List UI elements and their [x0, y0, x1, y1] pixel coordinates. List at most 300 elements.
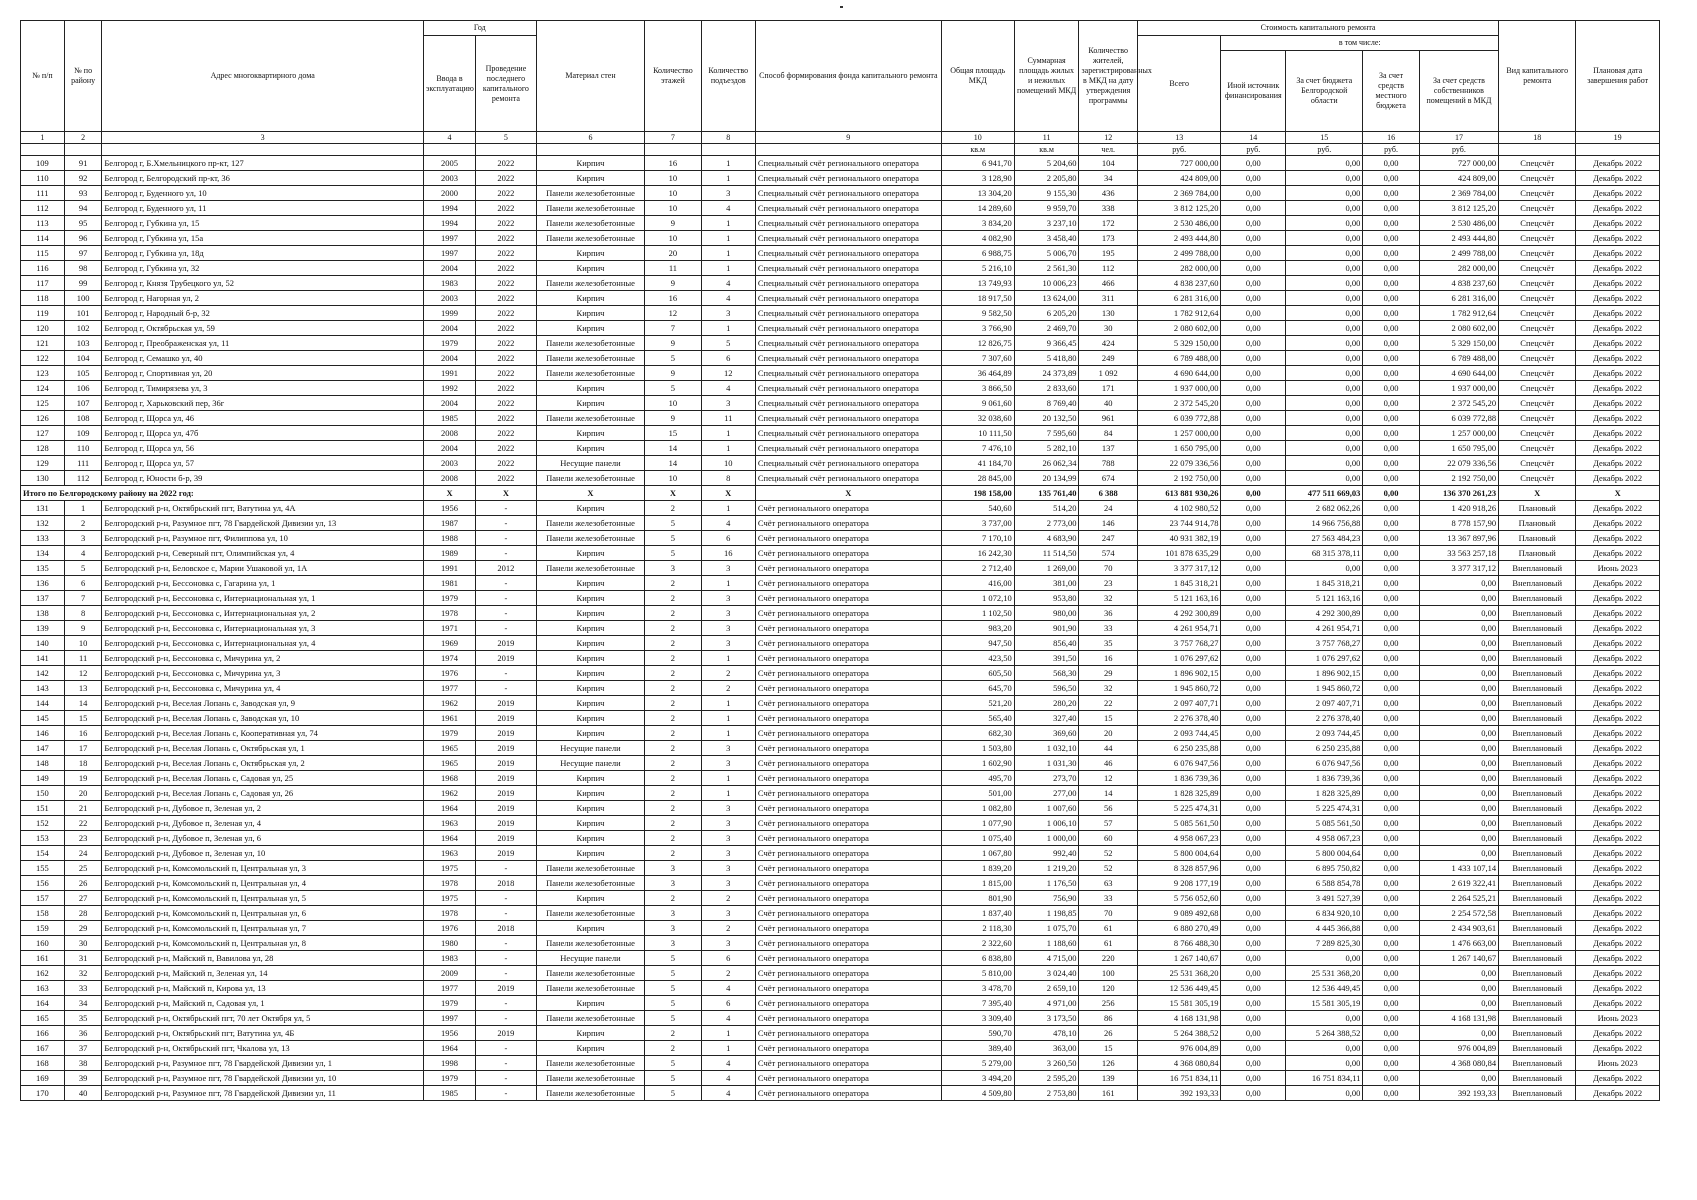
cell-cost-total: 2 372 545,20 [1137, 396, 1221, 411]
cell-entrances: 3 [701, 876, 755, 891]
cell-cost-local: 0,00 [1363, 186, 1419, 201]
cell-last-repair-year: 2022 [476, 276, 537, 291]
cell-cost-regional: 12 536 449,45 [1286, 981, 1363, 996]
cell-planned-date: Декабрь 2022 [1576, 321, 1660, 336]
cell-district-number: 94 [64, 201, 102, 216]
cell-cost-other: 0,00 [1221, 171, 1286, 186]
cell-cost-total: 392 193,33 [1137, 1086, 1221, 1101]
column-unit [536, 144, 645, 156]
cell-cost-other: 0,00 [1221, 1041, 1286, 1056]
column-unit: кв.м [1014, 144, 1079, 156]
cell-floors: 5 [645, 996, 701, 1011]
cell-last-repair-year: 2022 [476, 306, 537, 321]
cell-entrances: 2 [701, 921, 755, 936]
cell-cost-other: 0,00 [1221, 621, 1286, 636]
cell-row-number: 155 [21, 861, 65, 876]
cell-year-built: 1979 [423, 336, 475, 351]
cell-cost-total: 1 782 912,64 [1137, 306, 1221, 321]
table-row [21, 396, 1660, 411]
cell-row-number: 128 [21, 441, 65, 456]
cell-cost-owners: 0,00 [1419, 996, 1498, 1011]
cell-cost-regional: 0,00 [1286, 186, 1363, 201]
cell-address: Белгородский р-н, Комсомольский п, Центральная ул, 8 [102, 936, 424, 951]
cell-last-repair-year: 2022 [476, 321, 537, 336]
cell-year-built: 1991 [423, 366, 475, 381]
cell-entrances: 3 [701, 801, 755, 816]
cell-last-repair-year: - [476, 1056, 537, 1071]
cell-repair-type: Внеплановый [1499, 576, 1576, 591]
cell-living-area: 9 155,30 [1014, 186, 1079, 201]
cell-repair-type: Внеплановый [1499, 561, 1576, 576]
cell-year-built: 2000 [423, 186, 475, 201]
cell-planned-date: Декабрь 2022 [1576, 531, 1660, 546]
cell-repair-type: Спецсчёт [1499, 366, 1576, 381]
cell-cost-other: 0,00 [1221, 861, 1286, 876]
cell-district-number: 30 [64, 936, 102, 951]
cell-planned-date: Декабрь 2022 [1576, 996, 1660, 1011]
cell-last-repair-year: 2022 [476, 456, 537, 471]
cell-cost-owners: 22 079 336,56 [1419, 456, 1498, 471]
cell-district-number: 24 [64, 846, 102, 861]
cell-total-area: 1 503,80 [941, 741, 1014, 756]
cell-last-repair-year: - [476, 531, 537, 546]
cell-cost-regional: 1 836 739,36 [1286, 771, 1363, 786]
cell-floors: 2 [645, 891, 701, 906]
cell-address: Белгородский р-н, Бессоновка с, Интернациональная ул, 1 [102, 591, 424, 606]
cell-cost-total: 6 250 235,88 [1137, 741, 1221, 756]
cell-row-number: 138 [21, 606, 65, 621]
cell-district-number: 26 [64, 876, 102, 891]
cell-district-number: 2 [64, 516, 102, 531]
cell-wall-material: Кирпич [536, 291, 645, 306]
cell-residents: 100 [1079, 966, 1137, 981]
cell-address: Белгород г, Буденного ул, 10 [102, 186, 424, 201]
cell-address: Белгород г, Губкина ул, 32 [102, 261, 424, 276]
table-row [21, 366, 1660, 381]
cell-address: Белгородский р-н, Разумное пгт, 78 Гвардейской Дивизии ул, 1 [102, 1056, 424, 1071]
cell-floors: 2 [645, 786, 701, 801]
cell-year-built: 2005 [423, 156, 475, 171]
cell-district-number: 14 [64, 696, 102, 711]
cell-cost-total: 4 368 080,84 [1137, 1056, 1221, 1071]
cell-floors: 9 [645, 366, 701, 381]
cell-planned-date: Декабрь 2022 [1576, 666, 1660, 681]
cell-repair-type: Внеплановый [1499, 1086, 1576, 1101]
cell-row-number: 156 [21, 876, 65, 891]
cell-living-area: 24 373,89 [1014, 366, 1079, 381]
cell-entrances: 3 [701, 906, 755, 921]
cell-address: Белгородский р-н, Комсомольский п, Центральная ул, 7 [102, 921, 424, 936]
column-number: 19 [1576, 132, 1660, 144]
cell-floors: 5 [645, 351, 701, 366]
table-row [21, 591, 1660, 606]
cell-cost-total: 2 080 602,00 [1137, 321, 1221, 336]
cell-district-number: 29 [64, 921, 102, 936]
cell-cost-other: 0,00 [1221, 816, 1286, 831]
total-label: Итого по Белгородскому району на 2022 год: [21, 486, 424, 501]
table-row [21, 816, 1660, 831]
table-row [21, 411, 1660, 426]
cell-wall-material: Панели железобетонные [536, 1011, 645, 1026]
cell-row-number: 153 [21, 831, 65, 846]
cell-cost-owners: 727 000,00 [1419, 156, 1498, 171]
cell-address: Белгородский р-н, Веселая Лопань с, Садовая ул, 26 [102, 786, 424, 801]
cell-planned-date: Декабрь 2022 [1576, 771, 1660, 786]
total-cell: 198 158,00 [941, 486, 1014, 501]
cell-last-repair-year: - [476, 546, 537, 561]
cell-fund-method: Специальный счёт регионального оператора [755, 231, 941, 246]
table-row [21, 666, 1660, 681]
cell-cost-local: 0,00 [1363, 921, 1419, 936]
cell-total-area: 1 072,10 [941, 591, 1014, 606]
cell-living-area: 26 062,34 [1014, 456, 1079, 471]
cell-living-area: 1 007,60 [1014, 801, 1079, 816]
cell-entrances: 4 [701, 1086, 755, 1101]
cell-year-built: 2009 [423, 966, 475, 981]
cell-cost-local: 0,00 [1363, 816, 1419, 831]
cell-row-number: 110 [21, 171, 65, 186]
cell-cost-owners: 0,00 [1419, 726, 1498, 741]
cell-total-area: 605,50 [941, 666, 1014, 681]
cell-residents: 436 [1079, 186, 1137, 201]
cell-floors: 3 [645, 906, 701, 921]
cell-cost-regional: 0,00 [1286, 561, 1363, 576]
cell-living-area: 5 418,80 [1014, 351, 1079, 366]
cell-row-number: 161 [21, 951, 65, 966]
cell-district-number: 21 [64, 801, 102, 816]
cell-district-number: 6 [64, 576, 102, 591]
cell-cost-local: 0,00 [1363, 846, 1419, 861]
cell-row-number: 158 [21, 906, 65, 921]
cell-row-number: 151 [21, 801, 65, 816]
cell-cost-total: 424 809,00 [1137, 171, 1221, 186]
cell-residents: 104 [1079, 156, 1137, 171]
cell-planned-date: Июнь 2023 [1576, 1056, 1660, 1071]
cell-district-number: 97 [64, 246, 102, 261]
cell-total-area: 28 845,00 [941, 471, 1014, 486]
total-cell: X [536, 486, 645, 501]
cell-total-area: 10 111,50 [941, 426, 1014, 441]
cell-wall-material: Кирпич [536, 306, 645, 321]
cell-entrances: 3 [701, 846, 755, 861]
cell-cost-total: 4 102 980,52 [1137, 501, 1221, 516]
cell-cost-total: 23 744 914,78 [1137, 516, 1221, 531]
cell-planned-date: Декабрь 2022 [1576, 516, 1660, 531]
cell-district-number: 11 [64, 651, 102, 666]
cell-year-built: 1962 [423, 786, 475, 801]
cell-address: Белгородский р-н, Комсомольский п, Центральная ул, 5 [102, 891, 424, 906]
cell-cost-local: 0,00 [1363, 1011, 1419, 1026]
header-cost-group: Стоимость капитального ремонта [1137, 21, 1498, 36]
table-body [21, 156, 1660, 1101]
cell-planned-date: Декабрь 2022 [1576, 471, 1660, 486]
cell-living-area: 478,10 [1014, 1026, 1079, 1041]
cell-cost-owners: 3 812 125,20 [1419, 201, 1498, 216]
cell-residents: 56 [1079, 801, 1137, 816]
cell-cost-regional: 0,00 [1286, 201, 1363, 216]
cell-cost-other: 0,00 [1221, 291, 1286, 306]
cell-cost-local: 0,00 [1363, 351, 1419, 366]
cell-living-area: 1 000,00 [1014, 831, 1079, 846]
cell-address: Белгород г, Буденного ул, 11 [102, 201, 424, 216]
cell-district-number: 34 [64, 996, 102, 1011]
cell-last-repair-year: 2022 [476, 396, 537, 411]
cell-year-built: 1988 [423, 531, 475, 546]
cell-cost-other: 0,00 [1221, 1086, 1286, 1101]
cell-residents: 171 [1079, 381, 1137, 396]
cell-repair-type: Внеплановый [1499, 936, 1576, 951]
cell-cost-local: 0,00 [1363, 426, 1419, 441]
cell-living-area: 1 176,50 [1014, 876, 1079, 891]
cell-total-area: 6 988,75 [941, 246, 1014, 261]
cell-floors: 5 [645, 1056, 701, 1071]
cell-year-built: 2008 [423, 471, 475, 486]
cell-entrances: 3 [701, 396, 755, 411]
cell-planned-date: Декабрь 2022 [1576, 351, 1660, 366]
cell-cost-total: 727 000,00 [1137, 156, 1221, 171]
cell-last-repair-year: - [476, 906, 537, 921]
cell-district-number: 105 [64, 366, 102, 381]
cell-address: Белгород г, Щорса ул, 56 [102, 441, 424, 456]
cell-fund-method: Счёт регионального оператора [755, 651, 941, 666]
cell-address: Белгородский р-н, Бессоновка с, Мичурина ул, 2 [102, 651, 424, 666]
cell-cost-local: 0,00 [1363, 801, 1419, 816]
cell-cost-regional: 14 966 756,88 [1286, 516, 1363, 531]
cell-fund-method: Специальный счёт регионального оператора [755, 276, 941, 291]
cell-residents: 338 [1079, 201, 1137, 216]
cell-residents: 466 [1079, 276, 1137, 291]
cell-row-number: 116 [21, 261, 65, 276]
cell-address: Белгородский р-н, Веселая Лопань с, Кооперативная ул, 74 [102, 726, 424, 741]
cell-year-built: 1976 [423, 666, 475, 681]
cell-residents: 70 [1079, 561, 1137, 576]
cell-cost-local: 0,00 [1363, 636, 1419, 651]
cell-cost-local: 0,00 [1363, 1056, 1419, 1071]
cell-year-built: 1997 [423, 1011, 475, 1026]
cell-repair-type: Внеплановый [1499, 951, 1576, 966]
cell-total-area: 540,60 [941, 501, 1014, 516]
cell-floors: 9 [645, 411, 701, 426]
cell-residents: 1 092 [1079, 366, 1137, 381]
cell-cost-regional: 1 828 325,89 [1286, 786, 1363, 801]
cell-cost-regional: 0,00 [1286, 246, 1363, 261]
column-number: 15 [1286, 132, 1363, 144]
cell-residents: 788 [1079, 456, 1137, 471]
column-unit [701, 144, 755, 156]
cell-district-number: 101 [64, 306, 102, 321]
column-number: 6 [536, 132, 645, 144]
cell-address: Белгородский р-н, Октябрьский пгт, 70 лет Октября ул, 5 [102, 1011, 424, 1026]
cell-planned-date: Декабрь 2022 [1576, 231, 1660, 246]
cell-living-area: 3 237,10 [1014, 216, 1079, 231]
header-residents: Количество жителей, зарегистрированных в МКД на дату утверждения программы [1079, 21, 1137, 132]
cell-cost-total: 4 690 644,00 [1137, 366, 1221, 381]
cell-fund-method: Счёт регионального оператора [755, 1011, 941, 1026]
cell-address: Белгородский р-н, Северный пгт, Олимпийская ул, 4 [102, 546, 424, 561]
table-row [21, 906, 1660, 921]
cell-row-number: 149 [21, 771, 65, 786]
cell-cost-local: 0,00 [1363, 606, 1419, 621]
cell-last-repair-year: - [476, 621, 537, 636]
cell-wall-material: Кирпич [536, 921, 645, 936]
cell-year-built: 1965 [423, 756, 475, 771]
cell-cost-owners: 1 650 795,00 [1419, 441, 1498, 456]
cell-cost-local: 0,00 [1363, 441, 1419, 456]
cell-district-number: 36 [64, 1026, 102, 1041]
cell-fund-method: Специальный счёт регионального оператора [755, 396, 941, 411]
cell-district-number: 98 [64, 261, 102, 276]
cell-total-area: 3 834,20 [941, 216, 1014, 231]
cell-floors: 16 [645, 156, 701, 171]
header-fund-method: Способ формирования фонда капитального ремонта [755, 21, 941, 132]
cell-address: Белгород г, Губкина ул, 15 [102, 216, 424, 231]
cell-year-built: 2003 [423, 171, 475, 186]
cell-year-built: 1968 [423, 771, 475, 786]
table-row [21, 306, 1660, 321]
table-row [21, 726, 1660, 741]
cell-cost-local: 0,00 [1363, 651, 1419, 666]
cell-cost-regional: 0,00 [1286, 261, 1363, 276]
cell-last-repair-year: 2019 [476, 816, 537, 831]
cell-address: Белгород г, Спортивная ул, 20 [102, 366, 424, 381]
cell-year-built: 1997 [423, 231, 475, 246]
cell-residents: 30 [1079, 321, 1137, 336]
cell-entrances: 6 [701, 351, 755, 366]
cell-total-area: 416,00 [941, 576, 1014, 591]
cell-cost-regional: 6 076 947,56 [1286, 756, 1363, 771]
cell-cost-local: 0,00 [1363, 336, 1419, 351]
cell-repair-type: Внеплановый [1499, 921, 1576, 936]
cell-living-area: 3 260,50 [1014, 1056, 1079, 1071]
table-row [21, 1071, 1660, 1086]
cell-cost-total: 4 838 237,60 [1137, 276, 1221, 291]
cell-cost-total: 5 225 474,31 [1137, 801, 1221, 816]
cell-living-area: 7 595,60 [1014, 426, 1079, 441]
cell-year-built: 1979 [423, 726, 475, 741]
cell-cost-other: 0,00 [1221, 786, 1286, 801]
cell-floors: 5 [645, 1011, 701, 1026]
cell-cost-regional: 6 834 920,10 [1286, 906, 1363, 921]
cell-year-built: 1999 [423, 306, 475, 321]
cell-cost-other: 0,00 [1221, 501, 1286, 516]
cell-repair-type: Внеплановый [1499, 891, 1576, 906]
cell-cost-other: 0,00 [1221, 366, 1286, 381]
cell-last-repair-year: 2018 [476, 921, 537, 936]
cell-total-area: 983,20 [941, 621, 1014, 636]
cell-entrances: 4 [701, 1011, 755, 1026]
cell-last-repair-year: 2019 [476, 726, 537, 741]
cell-year-built: 1964 [423, 801, 475, 816]
cell-cost-regional: 1 896 902,15 [1286, 666, 1363, 681]
cell-cost-local: 0,00 [1363, 561, 1419, 576]
cell-residents: 46 [1079, 756, 1137, 771]
cell-living-area: 5 282,10 [1014, 441, 1079, 456]
cell-year-built: 2004 [423, 351, 475, 366]
cell-cost-regional: 0,00 [1286, 951, 1363, 966]
header-row-number: № п/п [21, 21, 65, 132]
cell-total-area: 6 941,70 [941, 156, 1014, 171]
cell-living-area: 5 204,60 [1014, 156, 1079, 171]
cell-wall-material: Панели железобетонные [536, 966, 645, 981]
cell-wall-material: Кирпич [536, 666, 645, 681]
cell-fund-method: Счёт регионального оператора [755, 711, 941, 726]
cell-fund-method: Счёт регионального оператора [755, 921, 941, 936]
cell-cost-owners: 0,00 [1419, 801, 1498, 816]
cell-entrances: 4 [701, 276, 755, 291]
cell-fund-method: Счёт регионального оператора [755, 801, 941, 816]
cell-planned-date: Декабрь 2022 [1576, 216, 1660, 231]
cell-wall-material: Панели железобетонные [536, 186, 645, 201]
cell-cost-regional: 25 531 368,20 [1286, 966, 1363, 981]
cell-last-repair-year: 2019 [476, 1026, 537, 1041]
cell-cost-total: 5 800 004,64 [1137, 846, 1221, 861]
cell-living-area: 514,20 [1014, 501, 1079, 516]
cell-row-number: 126 [21, 411, 65, 426]
header-regional-budget: За счет бюджета Белгородской области [1286, 51, 1363, 132]
table-row [21, 246, 1660, 261]
cell-cost-local: 0,00 [1363, 396, 1419, 411]
cell-total-area: 1 082,80 [941, 801, 1014, 816]
cell-cost-total: 4 168 131,98 [1137, 1011, 1221, 1026]
cell-year-built: 1978 [423, 876, 475, 891]
cell-entrances: 12 [701, 366, 755, 381]
cell-entrances: 3 [701, 621, 755, 636]
table-row [21, 1011, 1660, 1026]
cell-fund-method: Специальный счёт регионального оператора [755, 216, 941, 231]
cell-district-number: 23 [64, 831, 102, 846]
cell-cost-owners: 5 329 150,00 [1419, 336, 1498, 351]
cell-district-number: 33 [64, 981, 102, 996]
cell-repair-type: Спецсчёт [1499, 321, 1576, 336]
cell-district-number: 92 [64, 171, 102, 186]
cell-cost-regional: 6 895 750,82 [1286, 861, 1363, 876]
cell-cost-regional: 0,00 [1286, 306, 1363, 321]
cell-total-area: 389,40 [941, 1041, 1014, 1056]
cell-year-built: 1974 [423, 651, 475, 666]
cell-fund-method: Счёт регионального оператора [755, 696, 941, 711]
cell-year-built: 1975 [423, 891, 475, 906]
cell-address: Белгород г, Тимирязева ул, 3 [102, 381, 424, 396]
cell-planned-date: Декабрь 2022 [1576, 621, 1660, 636]
cell-wall-material: Панели железобетонные [536, 516, 645, 531]
cell-district-number: 9 [64, 621, 102, 636]
cell-cost-owners: 33 563 257,18 [1419, 546, 1498, 561]
table-row [21, 276, 1660, 291]
cell-address: Белгородский р-н, Беловское с, Марии Ушаковой ул, 1А [102, 561, 424, 576]
cell-entrances: 3 [701, 306, 755, 321]
cell-cost-total: 3 812 125,20 [1137, 201, 1221, 216]
total-cell: 0,00 [1363, 486, 1419, 501]
cell-address: Белгородский р-н, Разумное пгт, 78 Гвардейской Дивизии ул, 10 [102, 1071, 424, 1086]
cell-total-area: 4 082,90 [941, 231, 1014, 246]
cell-floors: 9 [645, 276, 701, 291]
cell-last-repair-year: - [476, 861, 537, 876]
cell-repair-type: Спецсчёт [1499, 156, 1576, 171]
cell-cost-regional: 0,00 [1286, 1011, 1363, 1026]
cell-living-area: 363,00 [1014, 1041, 1079, 1056]
cell-cost-total: 5 085 561,50 [1137, 816, 1221, 831]
cell-cost-total: 8 766 488,30 [1137, 936, 1221, 951]
cell-wall-material: Кирпич [536, 171, 645, 186]
cell-repair-type: Плановый [1499, 501, 1576, 516]
cell-total-area: 801,90 [941, 891, 1014, 906]
cell-floors: 2 [645, 696, 701, 711]
cell-residents: 23 [1079, 576, 1137, 591]
cell-wall-material: Кирпич [536, 156, 645, 171]
cell-cost-other: 0,00 [1221, 201, 1286, 216]
cell-year-built: 1978 [423, 606, 475, 621]
cell-row-number: 120 [21, 321, 65, 336]
